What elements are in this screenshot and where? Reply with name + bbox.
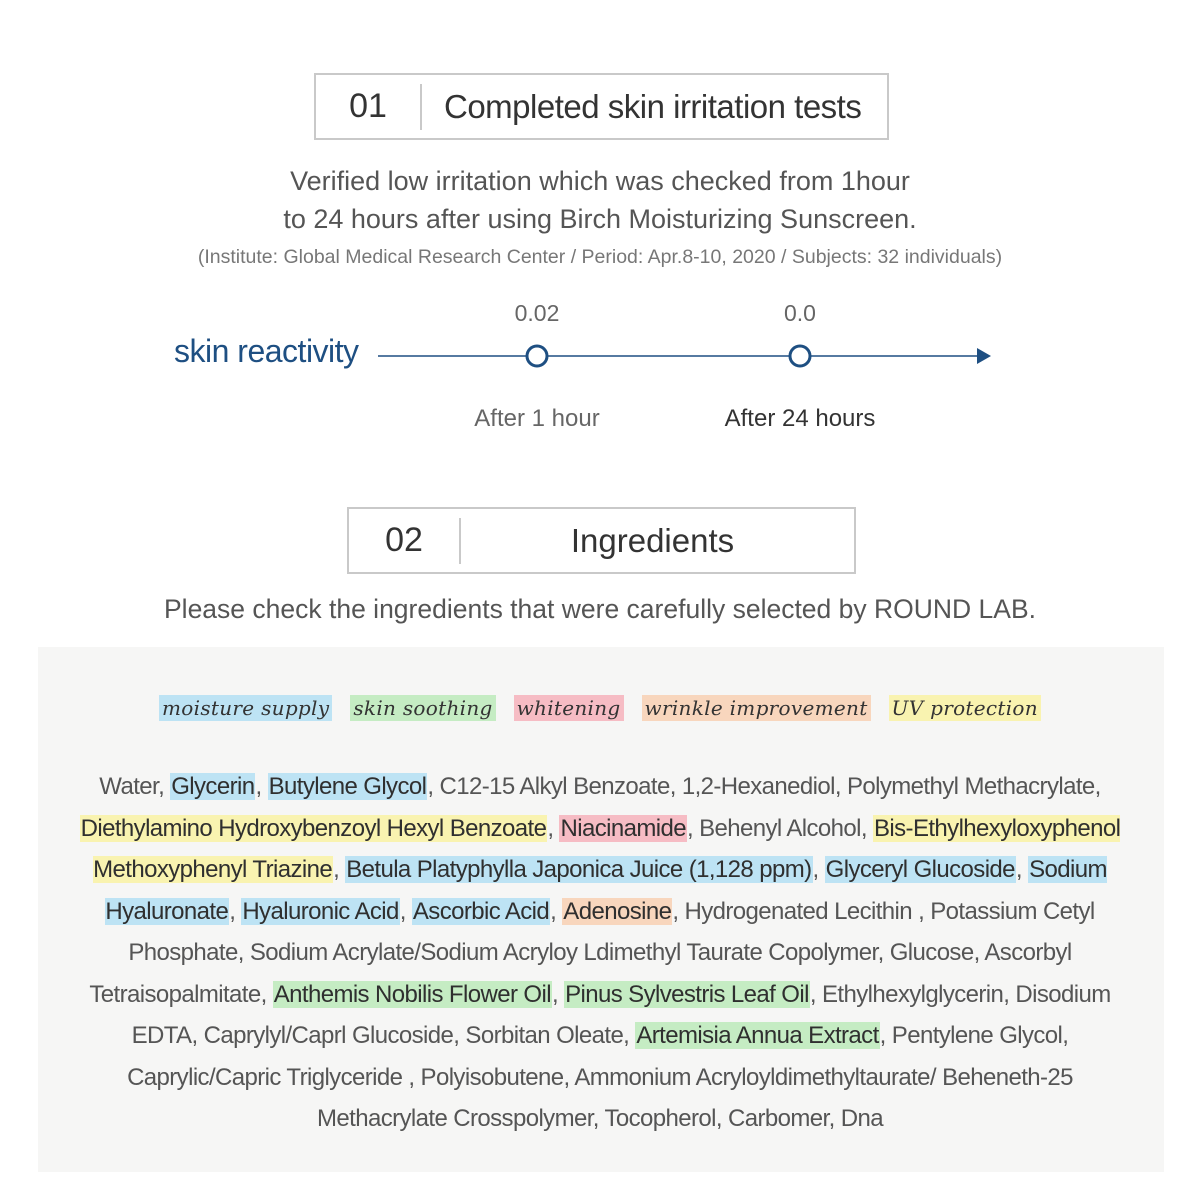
ingredient-text: , [1015,856,1029,883]
legend-wrinkle-improvement: wrinkle improvement [642,695,871,721]
ingredient-highlight: Artemisia Annua Extract [636,1022,879,1049]
timepoint-label-24hours: After 24 hours [724,405,876,432]
ingredient-highlight: Glyceryl Glucoside [825,856,1015,883]
ingredient-text: , Pentylene Glycol, Caprylic/Capric Triglyceride , Polyisobutene, Ammonium Acryloyldimethyltaurate/ Beheneth-25 Methacrylate Crosspolymer, Tocopherol, Carbomer, Dna [127,1022,1073,1132]
ingredient-highlight: Butylene Glycol [268,773,427,800]
skin-reactivity-label: skin reactivity [174,333,359,369]
section-02-header [347,507,856,574]
reactivity-value-1hour: 0.02 [514,300,560,326]
ingredients-description: Please check the ingredients that were carefully selected by ROUND LAB. [164,594,1036,624]
legend-whitening: whitening [514,695,624,721]
ingredient-text: , [255,773,268,800]
timeline-point-1hour [527,346,547,366]
ingredient-text: , [547,814,560,842]
ingredient-highlight: Adenosine [563,897,672,925]
ingredient-text: , [551,980,565,1008]
timepoint-label-1hour: After 1 hour [474,405,600,432]
ingredient-text: , [550,897,563,925]
ingredient-highlight: Glycerin [171,773,255,800]
reactivity-timeline [0,0,1200,460]
ingredient-text: , [399,897,412,925]
test-note: (Institute: Global Medical Research Center / Period: Apr.8-10, 2020 / Subjects: 32 individuals) [197,246,1003,268]
ingredient-text: , Behenyl Alcohol, [686,814,874,842]
ingredient-highlight: Ascorbic Acid [412,897,550,925]
ingredient-highlight: Bis-Ethylhexyloxyphenol Methoxyphenyl Triazine [93,814,1121,883]
ingredient-text: , [158,773,171,800]
ingredient-text: , Ethylhexylglycerin, Disodium EDTA, Caprylyl/Caprl Glucoside, Sorbitan Oleate, [131,980,1111,1049]
timeline-point-24hours [790,346,810,366]
ingredient-highlight: Niacinamide [560,814,686,842]
timeline-arrowhead [977,348,991,364]
ingredient-list [60,766,1140,1140]
ingredient-legend [0,695,1200,721]
ingredient-text: , [812,856,825,883]
ingredient-highlight: Betula Platyphylla Japonica Juice (1,128 ppm) [346,856,812,883]
legend-uv-protection: UV protection [889,695,1041,721]
section-number: 02 [385,521,423,559]
legend-moisture-supply: moisture supply [159,695,332,721]
ingredient-highlight: Hyaluronic Acid [242,897,399,925]
section-number: 01 [349,87,387,125]
ingredient-text: , C12-15 Alkyl Benzoate, 1,2-Hexanediol, Polymethyl Methacrylate, [427,773,1101,800]
ingredient-highlight: Diethylamino Hydroxybenzoyl Hexyl Benzoate [80,814,547,842]
section-title: Ingredients [570,521,735,559]
ingredient-text: , Hydrogenated Lecithin , Potassium Cetyl Phosphate, Sodium Acrylate/Sodium Acryloy Ldimethyl Taurate Copolymer, Glucose, Ascorbyl Tetraisopalmitate, [89,897,1095,1008]
ingredient-highlight: Anthemis Nobilis Flower Oil [273,980,551,1008]
ingredient-highlight: Pinus Sylvestris Leaf Oil [565,980,809,1008]
ingredient-text: , [333,856,346,883]
description-line: to 24 hours after using Birch Moisturizing Sunscreen. [283,204,917,234]
legend-skin-soothing: skin soothing [350,695,495,721]
ingredient-text: Water [99,773,159,800]
ingredient-text: , [229,897,242,925]
section-title: Completed skin irritation tests [444,87,862,125]
ingredient-highlight: Sodium Hyaluronate [105,856,1107,925]
description-line: Verified low irritation which was checked from 1hour [290,166,910,196]
reactivity-value-24hours: 0.0 [784,300,816,326]
